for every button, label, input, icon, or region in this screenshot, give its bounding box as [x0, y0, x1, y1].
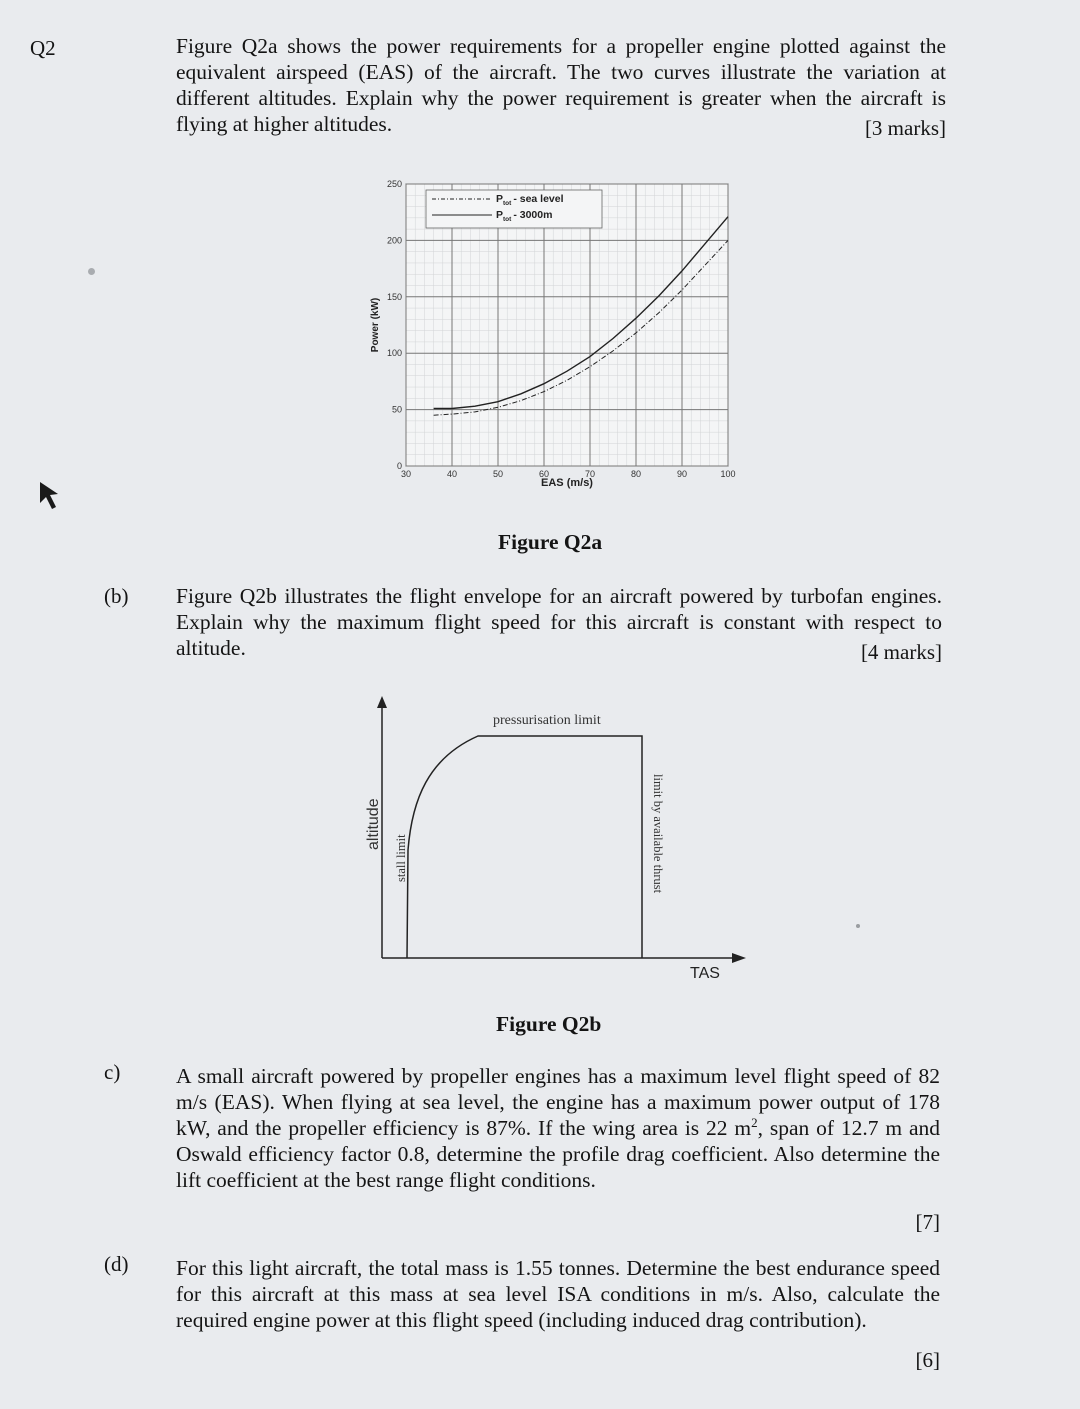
part-c-text-2: , span of 12.7 m and Oswald efficiency factor 0.8, determine the profile drag coefficient. Also determine the lift coefficient at the best range flight conditions.: [176, 1116, 940, 1192]
x-axis-arrow-icon: [732, 953, 746, 963]
cursor-arrow-icon: [36, 478, 64, 514]
part-d-text: For this light aircraft, the total mass is 1.55 tonnes. Determine the best endurance speed for this aircraft at this mass at sea level ISA conditions in m/s. Also, calculate the required engine power at this flight speed (including induced drag contribution).: [176, 1256, 940, 1332]
x-axis-label: EAS (m/s): [541, 477, 593, 489]
x-tick-label: 80: [630, 469, 642, 479]
part-b-text: Figure Q2b illustrates the flight envelope for an aircraft powered by turbofan engines. Explain why the maximum flight speed for this aircraft is constant with respect to altitude.: [176, 584, 942, 660]
legend-label: - 3000m: [513, 209, 553, 221]
figure-q2b-envelope: [350, 690, 760, 990]
part-b-label: (b): [104, 584, 129, 608]
legend-subscript: tot: [503, 216, 512, 223]
tas-axis-label: TAS: [690, 965, 720, 982]
part-a-text: Figure Q2a shows the power requirements for a propeller engine plotted against the equivalent airspeed (EAS) of the aircraft. The two curves illustrate the variation at different altitudes. Explain why the power requirement is greater when the aircraft is flying at higher altitudes.: [176, 34, 946, 136]
x-tick-label: 70: [584, 469, 596, 479]
part-c-label: c): [104, 1060, 121, 1084]
x-tick-label: 50: [492, 469, 504, 479]
legend-symbol: P: [496, 209, 504, 221]
part-c-marks: [7]: [915, 1210, 940, 1234]
part-c-superscript: 2: [751, 1114, 758, 1130]
x-tick-label: 30: [400, 469, 412, 479]
part-d-marks: [6]: [915, 1348, 940, 1372]
x-tick-label: 90: [676, 469, 688, 479]
y-tick-label: 0: [396, 461, 402, 471]
pressurisation-limit-label: pressurisation limit: [493, 713, 601, 728]
legend-label: - sea level: [513, 193, 564, 205]
part-d-label: (d): [104, 1252, 129, 1276]
y-tick-label: 50: [391, 404, 402, 415]
envelope-boundary: [407, 736, 642, 958]
altitude-axis-label: altitude: [365, 798, 382, 850]
x-tick-label: 40: [446, 469, 458, 479]
legend-symbol: P: [496, 193, 504, 205]
y-tick-label: 250: [386, 179, 402, 189]
x-tick-label: 100: [720, 469, 736, 479]
y-tick-label: 100: [386, 348, 402, 359]
part-a-marks: [3 marks]: [864, 116, 946, 140]
y-tick-label: 150: [386, 291, 402, 302]
part-b-marks: [4 marks]: [860, 640, 942, 664]
question-number: Q2: [30, 36, 56, 60]
x-tick-label: 60: [538, 469, 550, 479]
stall-limit-label: stall limit: [394, 834, 408, 882]
y-axis-label: Power (kW): [370, 297, 381, 353]
figure-q2a-caption: Figure Q2a: [498, 530, 603, 554]
thrust-limit-label: limit by available thrust: [651, 774, 665, 894]
dot-mark: [856, 924, 860, 928]
y-tick-label: 200: [386, 235, 402, 246]
figure-q2a-chart: [360, 170, 750, 500]
dot-mark: [88, 268, 95, 275]
figure-q2b-caption: Figure Q2b: [496, 1012, 602, 1036]
part-c-text: [176, 1063, 940, 1193]
legend-subscript: tot: [503, 200, 512, 207]
part-c-text-1: A small aircraft powered by propeller engines has a maximum level flight speed of 82 m/s (EAS). When flying at sea level, the engine has a maximum power output of 178 kW, and the propeller efficiency is 87%. If the wing area is 22 m: [176, 1064, 940, 1140]
y-axis-arrow-icon: [377, 696, 387, 708]
